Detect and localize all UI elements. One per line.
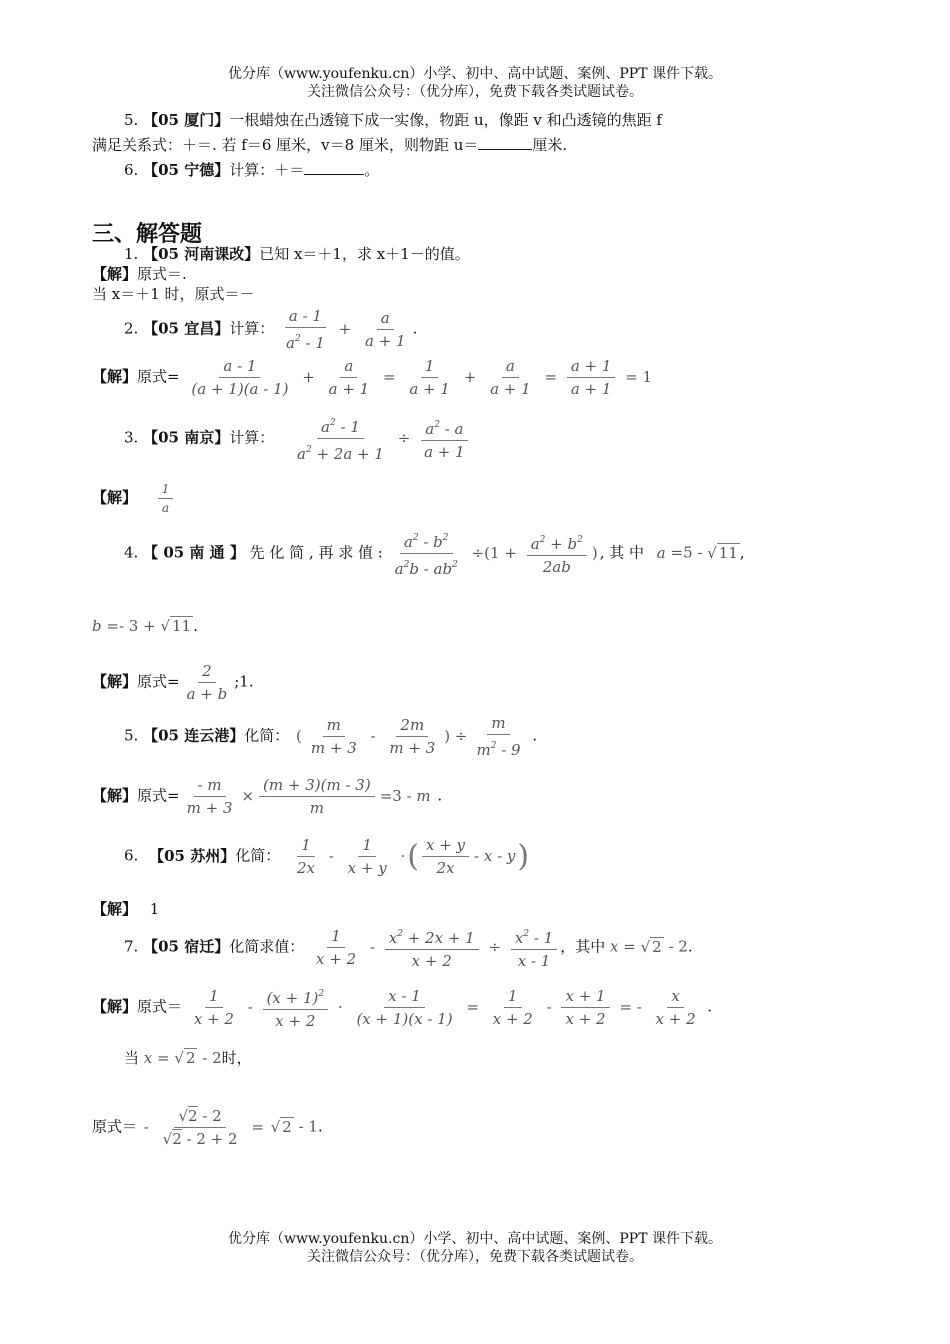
question-source-tag: 【05 宁德】 — [143, 161, 230, 179]
question-text: 化简求值： — [229, 937, 305, 956]
math-sqrt: √ 2 — [270, 1117, 292, 1136]
solution-1-line-2: 当 x＝＋1 时，原式＝－ — [92, 285, 255, 303]
math-fraction: $\frac{(m + 3)(m - 3)}{m}$ — [259, 774, 375, 819]
footer-line-2: 关注微信公众号：（优分库），免费下载各类试题试卷。 — [307, 1249, 643, 1265]
fill-question-5 — [124, 109, 662, 130]
solution-6 — [92, 898, 159, 919]
math-fraction: $\frac{x - 1}{(x + 1)(x - 1)}$ — [356, 987, 453, 1028]
question-text: 厘米. — [532, 136, 568, 154]
math-fraction: $\frac{x}{x + 2}$ — [655, 987, 696, 1028]
solution-text: 当 — [124, 1049, 140, 1067]
math-sqrt: √ 2 — [174, 1049, 196, 1067]
header-line-1: 优分库（www.youfenku.cn）小学、初中、高中试题、案例、PPT 课件下载。 — [227, 66, 722, 82]
math-fraction: $\frac{a}{a + 1}$ — [490, 357, 531, 398]
question-4: 4. 【 05 南 通 】 先 化 简 , 再 求 值 : $\frac{a^2 - b^2}{a^2b - ab^2}$ ÷(1 + $\frac{a^2 + b^2}{2ab}$ ) , 其 中 a =5 - √ 11 , — [124, 527, 745, 580]
solution-label: 【解】 — [92, 367, 138, 386]
question-source-tag: 【 05 南 通 】 — [143, 543, 245, 562]
question-1 — [124, 243, 470, 264]
math-fraction: $\frac{1}{a}$ — [158, 480, 174, 517]
question-number: 6. — [124, 161, 139, 179]
solution-label: 【解】 — [92, 265, 138, 283]
math-fraction: $\frac{a - 1}{(a + 1)(a - 1)}$ — [191, 357, 289, 398]
fill-question-6 — [124, 159, 379, 180]
question-text: 先 化 简 , 再 求 值 : — [249, 543, 383, 562]
solution-label: 【解】 — [92, 672, 138, 691]
solution-value: 1 — [149, 900, 160, 918]
solution-text: 原式= — [137, 672, 180, 691]
math-fraction: $\frac{1}{2x}$ — [297, 836, 316, 877]
math-fraction: $\frac{x + 1}{x + 2}$ — [561, 985, 609, 1030]
question-text: 化简： — [235, 846, 281, 865]
question-text: ，其中 — [560, 937, 606, 956]
math-fraction: $\frac{x^2 - 1}{x - 1}$ — [511, 923, 557, 972]
question-number: 6. — [124, 846, 139, 865]
math-fraction: $\frac{2m}{m + 3}$ — [389, 716, 436, 757]
question-number: 2. — [124, 319, 139, 338]
solution-text: 原式＝ — [92, 1117, 138, 1136]
solution-label: 【解】 — [92, 997, 138, 1016]
math-fraction: $\frac{a + 1}{a + 1}$ — [567, 355, 616, 400]
question-number: 5. — [124, 726, 139, 745]
question-number: 7. — [124, 937, 139, 956]
math-fraction: $\frac{a}{a + 1}$ — [364, 309, 406, 350]
solution-7: 【解】原式＝ $\frac{1}{x + 2}$ - $\frac{(x + 1)^2}{x + 2}$ · $\frac{x - 1}{(x + 1)(x - 1)}$ = $\frac{1}{x + 2}$ - $\frac{x + 1}{x + 2}$ = - $\frac{x}{x + 2}$ . — [92, 983, 712, 1032]
question-text: 化简： — [244, 726, 290, 745]
solution-text: 原式= — [137, 367, 180, 386]
question-text: 。 — [364, 161, 380, 179]
question-text: 计算：＋＝ — [229, 161, 305, 179]
question-source-tag: 【05 宿迁】 — [143, 937, 230, 956]
solution-label: 【解】 — [92, 900, 138, 918]
math-sqrt: √ 11 — [707, 543, 738, 562]
fill-question-5-line-2 — [92, 134, 567, 155]
math-fraction: $\frac{a - 1}{a^2 - 1}$ — [286, 307, 325, 352]
math-fraction: $\frac{- m}{m + 3}$ — [186, 776, 233, 817]
solution-7-when: 当 x = √ 2 - 2时， — [124, 1049, 252, 1067]
question-4-condition: b =- 3 + √ 11 . — [92, 617, 198, 635]
solution-text: 原式＝ — [137, 997, 183, 1016]
header-line-2: 关注微信公众号：（优分库），免费下载各类试题试卷。 — [307, 84, 643, 100]
math-fraction: $\frac{a^2 - b^2}{a^2b - ab^2}$ — [391, 527, 462, 580]
math-fraction: $\frac{a^2 - 1}{a^2 + 2a + 1}$ — [293, 412, 388, 465]
solution-label: 【解】 — [92, 786, 138, 805]
question-5: 5. 【05 连云港】化简： ( $\frac{m}{m + 3}$ - $\frac{2m}{m + 3}$ ) ÷ $\frac{m}{m^2 - 9}$ . — [124, 714, 538, 759]
question-text: 计算： — [229, 428, 275, 447]
solution-text: 原式＝. — [137, 265, 187, 283]
question-text: 满足关系式：＋＝. 若 f＝6 厘米，v＝8 厘米，则物距 u＝ — [92, 136, 479, 154]
math-fraction: $\frac{a^2 - a}{a + 1}$ — [420, 414, 469, 463]
solution-text: 原式= — [137, 786, 180, 805]
question-number: 1. — [124, 245, 139, 263]
solution-5: 【解】原式= $\frac{- m}{m + 3}$ × $\frac{(m + 3)(m - 3)}{m}$ =3 - m . — [92, 776, 443, 817]
section-title: 三、解答题 — [92, 221, 203, 247]
question-text: 一根蜡烛在凸透镜下成一实像，物距 u，像距 v 和凸透镜的焦距 f — [229, 111, 662, 129]
question-text: 计算： — [229, 319, 275, 338]
question-source-tag: 【05 宜昌】 — [143, 319, 230, 338]
math-fraction: $\frac{(x + 1)^2}{x + 2}$ — [263, 983, 329, 1032]
math-fraction: $\frac{a}{a + 1}$ — [328, 357, 370, 398]
solution-2: 【解】原式= $\frac{a - 1}{(a + 1)(a - 1)}$ + $\frac{a}{a + 1}$ = $\frac{1}{a + 1}$ + $\frac{a}{a + 1}$ = $\frac{a + 1}{a + 1}$ = 1 — [92, 357, 653, 398]
question-source-tag: 【05 苏州】 — [149, 846, 236, 865]
math-fraction: $\frac{x^2 + 2x + 1}{x + 2}$ — [385, 923, 479, 972]
solution-1 — [92, 263, 187, 284]
question-source-tag: 【05 连云港】 — [143, 726, 245, 745]
question-text: 已知 x＝＋1，求 x＋1－的值。 — [259, 245, 470, 263]
solution-3 — [92, 480, 176, 517]
solution-text: ;1. — [234, 672, 254, 691]
question-text: , 其 中 — [599, 543, 644, 562]
question-6: 6. 【05 苏州】化简： $\frac{1}{2x}$ - $\frac{1}{x + y}$ ·( $\frac{x + y}{2x}$ - x - y) — [124, 836, 530, 877]
solution-text: 时， — [221, 1049, 252, 1067]
answer-blank — [304, 160, 364, 175]
question-source-tag: 【05 河南课改】 — [143, 245, 260, 263]
math-fraction: $\frac{1}{a + 1}$ — [409, 357, 450, 398]
footer-line-1: 优分库（www.youfenku.cn）小学、初中、高中试题、案例、PPT 课件下载。 — [227, 1231, 722, 1247]
answer-blank — [478, 135, 532, 150]
solution-label: 【解】 — [92, 488, 138, 507]
math-sqrt: √ 11 — [160, 617, 192, 635]
solution-7-final: 原式＝ - $\frac{√2 - 2}{√2 - 2 + 2}$ = √ 2 - 1. — [92, 1107, 323, 1148]
question-2: 2. 【05 宜昌】计算： $\frac{a - 1}{a^2 - 1}$ + $\frac{a}{a + 1}$ . — [124, 307, 418, 352]
question-source-tag: 【05 南京】 — [143, 428, 230, 447]
question-number: 3. — [124, 428, 139, 447]
math-sqrt: √ 2 — [640, 937, 662, 956]
question-7: 7. 【05 宿迁】化简求值： $\frac{1}{x + 2}$ - $\frac{x^2 + 2x + 1}{x + 2}$ ÷ $\frac{x^2 - 1}{x - 1}$ ，其中 x = √ 2 - 2. — [124, 923, 693, 972]
math-fraction: $\frac{m}{m + 3}$ — [310, 716, 357, 757]
question-number: 4. — [124, 543, 139, 562]
question-source-tag: 【05 厦门】 — [143, 111, 230, 129]
math-fraction: $\frac{a^2 + b^2}{2ab}$ — [527, 529, 587, 578]
math-fraction: $\frac{1}{x + 2}$ — [492, 987, 533, 1028]
solution-4 — [92, 660, 254, 705]
math-fraction: $\frac{1}{x + y}$ — [347, 836, 387, 877]
math-fraction: $\frac{1}{x + 2}$ — [193, 987, 234, 1028]
math-fraction: $\frac{x + y}{2x}$ — [422, 834, 469, 879]
math-fraction: $\frac{2}{a + b}$ — [186, 662, 228, 703]
math-fraction: $\frac{√2 - 2}{√2 - 2 + 2}$ — [162, 1107, 238, 1148]
math-fraction: $\frac{m}{m^2 - 9}$ — [476, 714, 521, 759]
math-fraction: $\frac{1}{x + 2}$ — [316, 927, 357, 968]
question-3: 3. 【05 南京】计算： $\frac{a^2 - 1}{a^2 + 2a + 1}$ ÷ $\frac{a^2 - a}{a + 1}$ — [124, 412, 472, 465]
question-number: 5. — [124, 111, 139, 129]
